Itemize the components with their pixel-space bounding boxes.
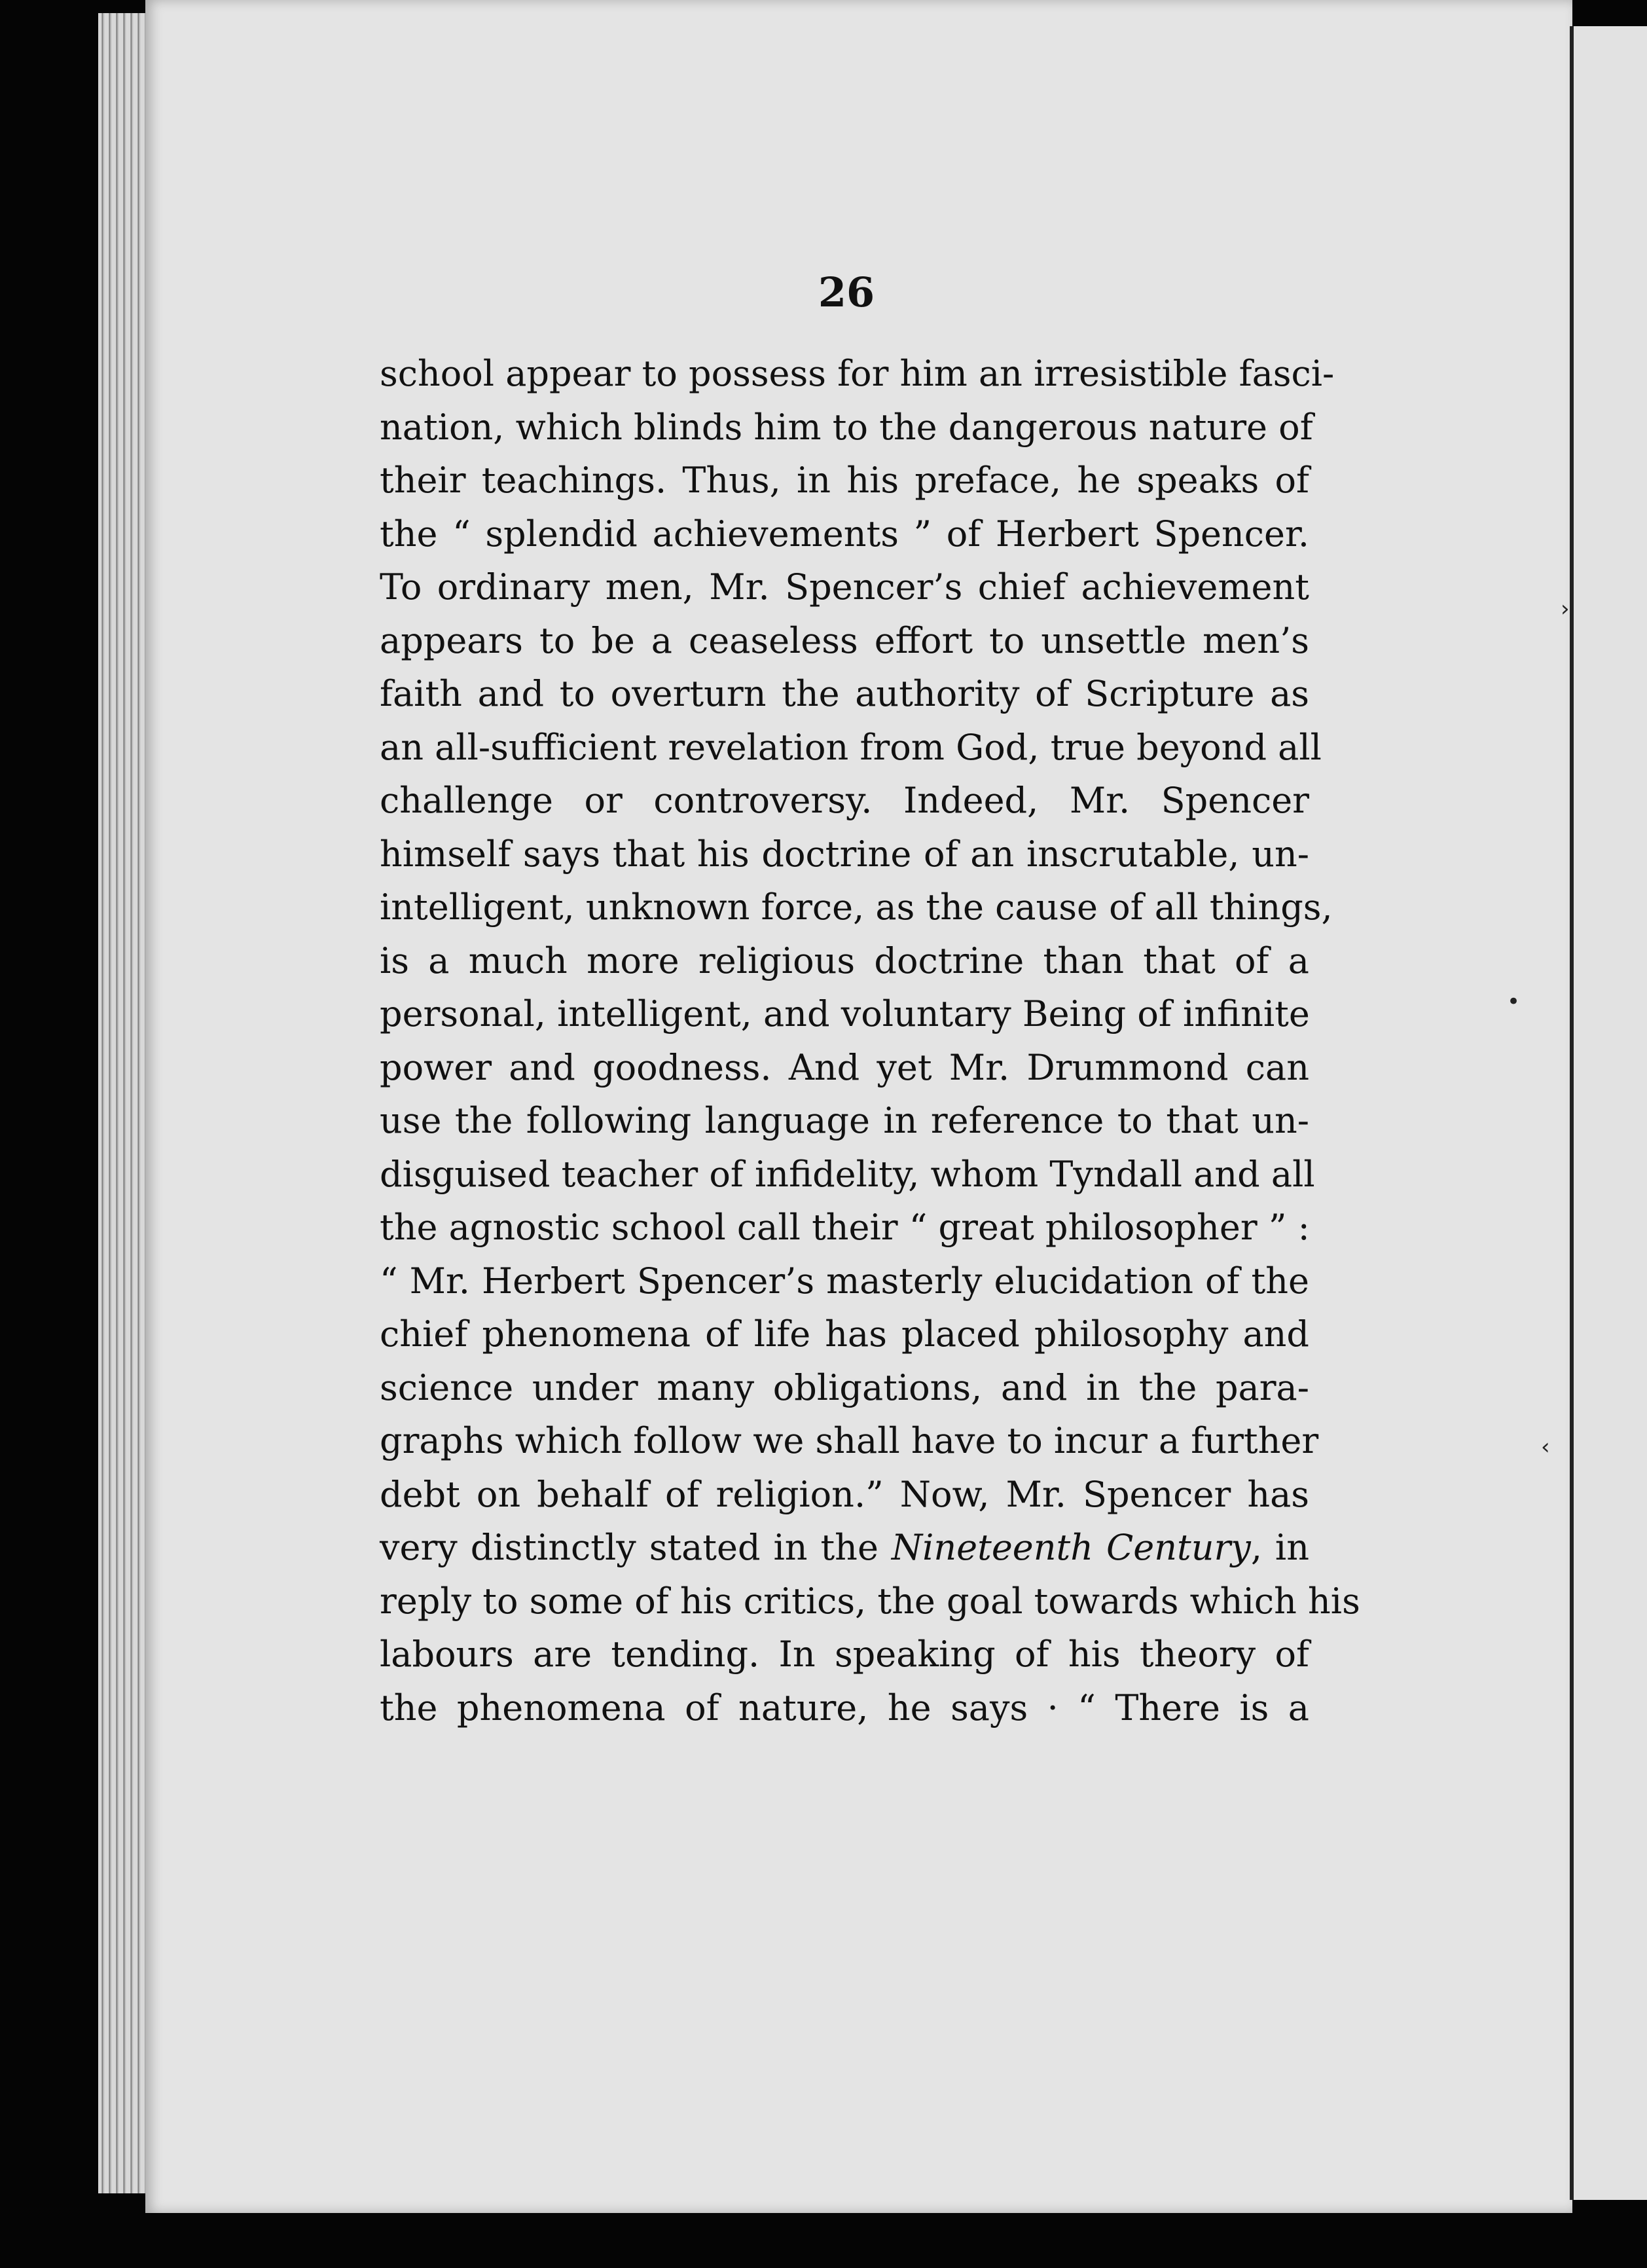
text-line: appears to be a ceaseless effort to unsettle men’s xyxy=(380,619,1309,661)
text-line: disguised teacher of infidelity, whom Tyndall and all xyxy=(380,1153,1315,1195)
text-line: reply to some of his critics, the goal towards which his xyxy=(380,1580,1360,1622)
text-line: “ Mr. Herbert Spencer’s masterly elucidation of the xyxy=(380,1260,1309,1302)
margin-mark: › xyxy=(1561,596,1570,622)
text-line: labours are tending. In speaking of his theory of xyxy=(380,1634,1309,1675)
text-line: the phenomena of nature, he says · “ There is a xyxy=(380,1687,1309,1728)
text-line: graphs which follow we shall have to incur a further xyxy=(380,1420,1319,1461)
text-line: personal, intelligent, and voluntary Being of infinite xyxy=(380,993,1310,1034)
text-line: chief phenomena of life has placed philosophy and xyxy=(380,1313,1309,1355)
page-number: 26 xyxy=(818,268,875,316)
text-line: intelligent, unknown force, as the cause of all things, xyxy=(380,887,1333,928)
text-line: science under many obligations, and in the para- xyxy=(380,1366,1309,1408)
body-text xyxy=(380,347,1360,1734)
text-line: use the following language in reference to that un- xyxy=(380,1100,1309,1141)
margin-mark: • xyxy=(1507,989,1521,1015)
text-line: himself says that his doctrine of an inscrutable, un- xyxy=(380,833,1309,875)
text-line: nation, which blinds him to the dangerous nature of xyxy=(380,406,1313,448)
text-line: is a much more religious doctrine than that of a xyxy=(380,940,1309,981)
text-line: school appear to possess for him an irresistible fasci- xyxy=(380,353,1335,394)
text-line: the agnostic school call their “ great philosopher ” : xyxy=(380,1207,1310,1248)
text-line: challenge or controversy. Indeed, Mr. Spencer xyxy=(380,780,1309,821)
text-line: an all-sufficient revelation from God, true beyond all xyxy=(380,726,1322,768)
text-segment: very distinctly stated in the xyxy=(380,1527,892,1568)
text-line: the “ splendid achievements ” of Herbert Spencer. xyxy=(380,513,1309,555)
text-line: To ordinary men, Mr. Spencer’s chief achievement xyxy=(380,566,1309,608)
text-segment: , in xyxy=(1250,1527,1309,1568)
text-line-with-italic xyxy=(380,1521,1309,1575)
margin-mark: ‹ xyxy=(1541,1434,1550,1460)
text-line: power and goodness. And yet Mr. Drummond can xyxy=(380,1046,1309,1088)
text-line: their teachings. Thus, in his preface, he speaks of xyxy=(380,460,1309,501)
facing-page-strip xyxy=(1574,26,1647,2200)
italic-title: Nineteenth Century xyxy=(891,1527,1251,1568)
text-line: debt on behalf of religion.” Now, Mr. Spencer has xyxy=(380,1473,1309,1515)
text-line: faith and to overturn the authority of Scripture as xyxy=(380,673,1309,714)
